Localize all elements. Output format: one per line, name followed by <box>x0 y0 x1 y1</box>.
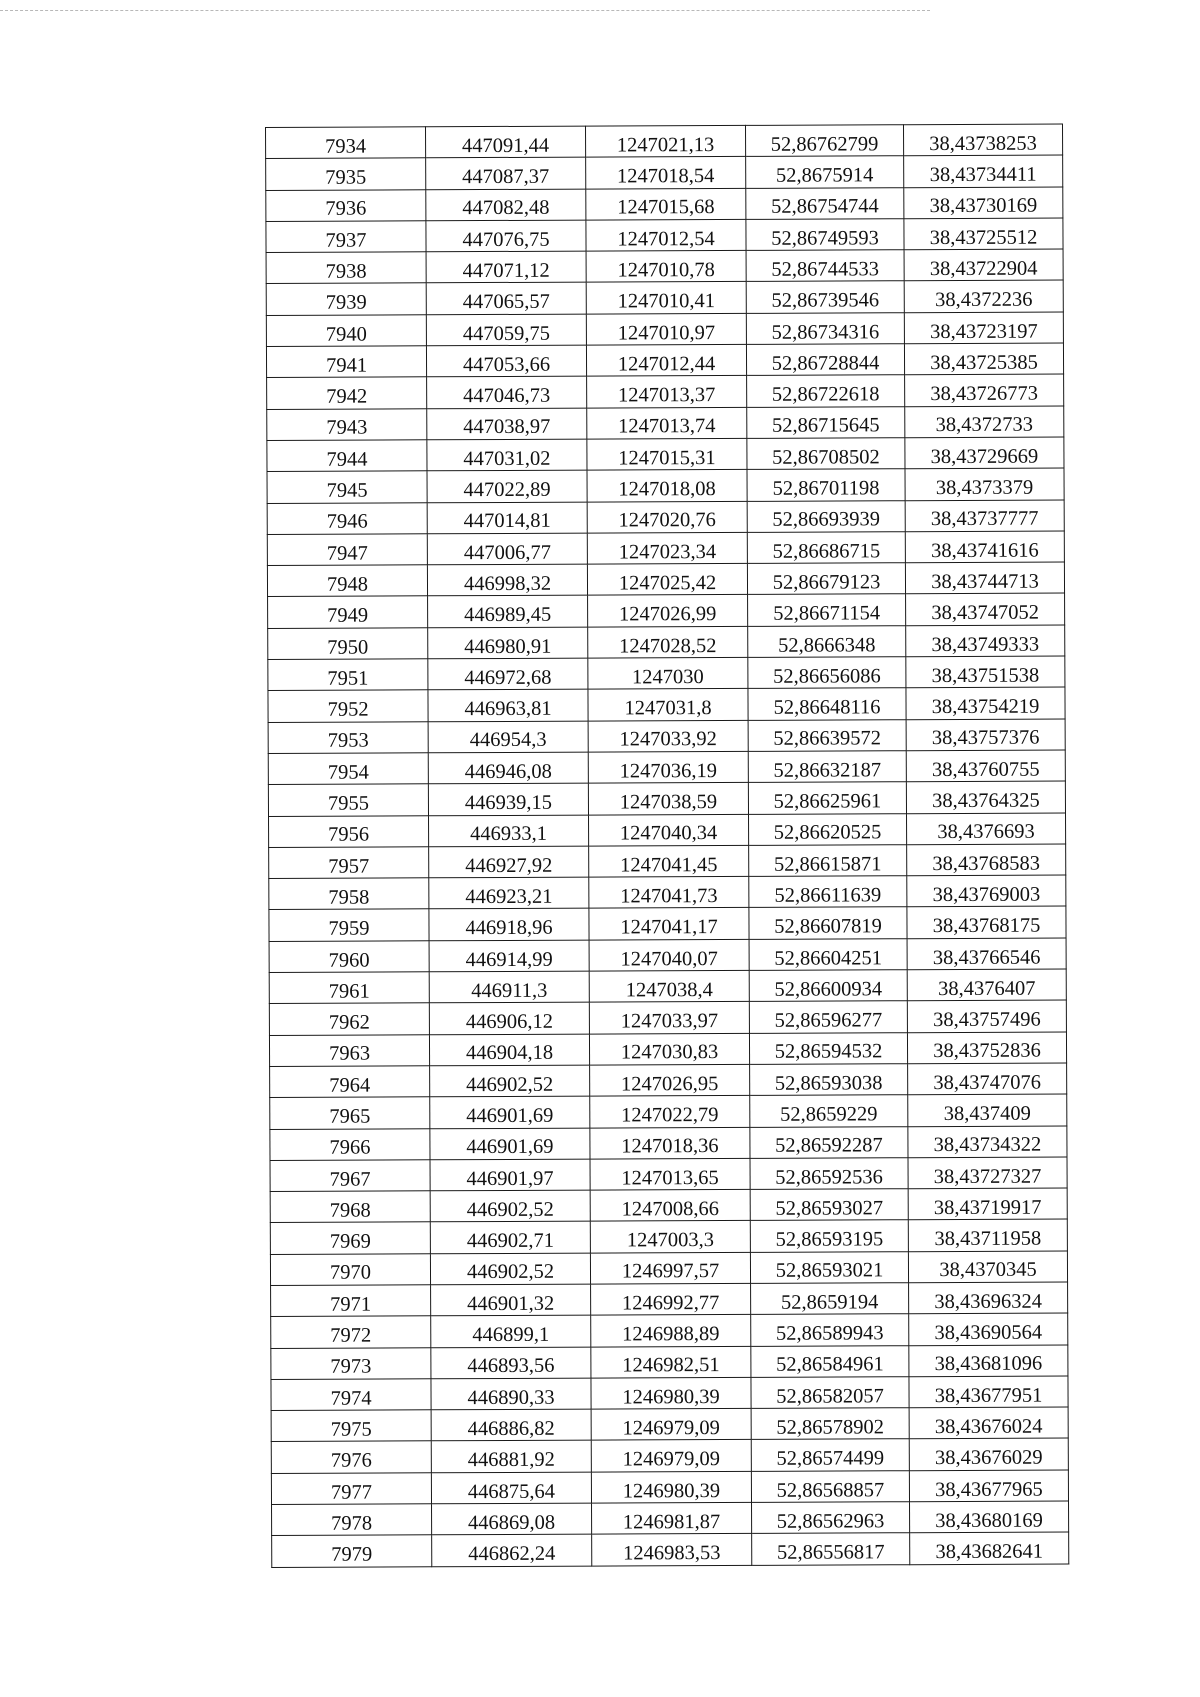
table-row <box>268 781 1065 816</box>
latitude-cell: 52,86593027 <box>750 1189 908 1221</box>
latitude-cell: 52,86600934 <box>749 970 907 1002</box>
point-number-cell: 7962 <box>269 1003 429 1035</box>
point-number-cell: 7940 <box>266 315 426 347</box>
table-row <box>271 1313 1068 1348</box>
latitude-cell: 52,86632187 <box>748 751 906 783</box>
point-number-cell: 7934 <box>266 127 426 159</box>
y-coordinate-cell: 1247021,13 <box>585 125 745 157</box>
point-number-cell: 7957 <box>269 847 429 879</box>
x-coordinate-cell: 447087,37 <box>426 157 586 189</box>
table-row <box>269 1000 1066 1035</box>
latitude-cell: 52,86671154 <box>748 594 906 626</box>
coordinates-table <box>265 124 1069 1568</box>
y-coordinate-cell: 1247040,34 <box>589 814 749 846</box>
latitude-cell: 52,86693939 <box>747 500 905 532</box>
latitude-cell: 52,86596277 <box>749 1001 907 1033</box>
longitude-cell: 38,43747052 <box>906 593 1065 625</box>
latitude-cell: 52,86722618 <box>747 375 905 407</box>
latitude-cell: 52,86615871 <box>749 845 907 877</box>
latitude-cell: 52,86592536 <box>750 1158 908 1190</box>
x-coordinate-cell: 446902,71 <box>430 1221 590 1253</box>
latitude-cell: 52,86607819 <box>749 907 907 939</box>
y-coordinate-cell: 1246982,51 <box>591 1346 751 1378</box>
longitude-cell: 38,4370345 <box>908 1251 1067 1283</box>
table-row <box>271 1376 1068 1411</box>
latitude-cell: 52,86625961 <box>748 782 906 814</box>
latitude-cell: 52,8675914 <box>746 156 904 188</box>
point-number-cell: 7935 <box>266 158 426 190</box>
point-number-cell: 7944 <box>267 440 427 472</box>
point-number-cell: 7958 <box>269 878 429 910</box>
x-coordinate-cell: 446901,32 <box>431 1284 591 1316</box>
table-row <box>266 249 1063 284</box>
x-coordinate-cell: 446902,52 <box>430 1253 590 1285</box>
longitude-cell: 38,43768583 <box>907 844 1066 876</box>
point-number-cell: 7941 <box>266 346 426 378</box>
table-row <box>271 1438 1068 1473</box>
table-row <box>271 1470 1068 1505</box>
x-coordinate-cell: 447091,44 <box>426 126 586 158</box>
point-number-cell: 7954 <box>268 753 428 785</box>
table-row <box>266 312 1063 347</box>
y-coordinate-cell: 1246981,87 <box>592 1502 752 1534</box>
longitude-cell: 38,43738253 <box>903 124 1062 156</box>
table-row <box>270 1063 1067 1098</box>
longitude-cell: 38,437409 <box>908 1094 1067 1126</box>
longitude-cell: 38,43725512 <box>904 218 1063 250</box>
x-coordinate-cell: 447059,75 <box>426 314 586 346</box>
y-coordinate-cell: 1246979,09 <box>591 1440 751 1472</box>
longitude-cell: 38,43752836 <box>907 1032 1066 1064</box>
x-coordinate-cell: 447082,48 <box>426 189 586 221</box>
latitude-cell: 52,8666348 <box>748 625 906 657</box>
point-number-cell: 7937 <box>266 221 426 253</box>
latitude-cell: 52,86728844 <box>746 344 904 376</box>
y-coordinate-cell: 1247025,42 <box>587 564 747 596</box>
longitude-cell: 38,43677951 <box>909 1376 1068 1408</box>
table-row <box>266 218 1063 253</box>
x-coordinate-cell: 446901,69 <box>430 1096 590 1128</box>
x-coordinate-cell: 446933,1 <box>429 815 589 847</box>
latitude-cell: 52,86556817 <box>752 1533 910 1565</box>
table-row <box>270 1219 1067 1254</box>
longitude-cell: 38,4373379 <box>905 468 1064 500</box>
table-row <box>271 1282 1068 1317</box>
point-number-cell: 7970 <box>270 1253 430 1285</box>
y-coordinate-cell: 1247013,74 <box>587 407 747 439</box>
latitude-cell: 52,86593195 <box>750 1220 908 1252</box>
longitude-cell: 38,43676024 <box>909 1407 1068 1439</box>
point-number-cell: 7972 <box>271 1316 431 1348</box>
x-coordinate-cell: 447046,73 <box>427 376 587 408</box>
y-coordinate-cell: 1247015,68 <box>586 188 746 220</box>
y-coordinate-cell: 1247012,54 <box>586 219 746 251</box>
x-coordinate-cell: 446875,64 <box>431 1472 591 1504</box>
latitude-cell: 52,86620525 <box>749 813 907 845</box>
table-row <box>270 1094 1067 1129</box>
latitude-cell: 52,86592287 <box>750 1126 908 1158</box>
point-number-cell: 7946 <box>267 502 427 534</box>
point-number-cell: 7945 <box>267 471 427 503</box>
latitude-cell: 52,86701198 <box>747 469 905 501</box>
x-coordinate-cell: 446946,08 <box>428 752 588 784</box>
latitude-cell: 52,86639572 <box>748 719 906 751</box>
x-coordinate-cell: 446911,3 <box>429 971 589 1003</box>
longitude-cell: 38,4372236 <box>904 281 1063 313</box>
longitude-cell: 38,43690564 <box>909 1313 1068 1345</box>
x-coordinate-cell: 446904,18 <box>429 1034 589 1066</box>
y-coordinate-cell: 1247013,37 <box>587 376 747 408</box>
x-coordinate-cell: 446906,12 <box>429 1002 589 1034</box>
latitude-cell: 52,86656086 <box>748 657 906 689</box>
table-row <box>268 656 1065 691</box>
longitude-cell: 38,43719917 <box>908 1188 1067 1220</box>
latitude-cell: 52,86582057 <box>751 1377 909 1409</box>
point-number-cell: 7965 <box>270 1097 430 1129</box>
table-row <box>268 750 1065 785</box>
latitude-cell: 52,86604251 <box>749 938 907 970</box>
latitude-cell: 52,86754744 <box>746 187 904 219</box>
latitude-cell: 52,86593021 <box>750 1251 908 1283</box>
point-number-cell: 7971 <box>271 1285 431 1317</box>
y-coordinate-cell: 1247018,08 <box>587 470 747 502</box>
latitude-cell: 52,86708502 <box>747 438 905 470</box>
page-top-line <box>0 10 930 11</box>
y-coordinate-cell: 1247026,95 <box>590 1064 750 1096</box>
x-coordinate-cell: 446972,68 <box>428 658 588 690</box>
latitude-cell: 52,86762799 <box>745 125 903 157</box>
y-coordinate-cell: 1247018,54 <box>586 157 746 189</box>
point-number-cell: 7939 <box>266 283 426 315</box>
x-coordinate-cell: 446886,82 <box>431 1409 591 1441</box>
y-coordinate-cell: 1247013,65 <box>590 1158 750 1190</box>
y-coordinate-cell: 1246983,53 <box>592 1534 752 1566</box>
x-coordinate-cell: 446862,24 <box>432 1534 592 1566</box>
latitude-cell: 52,86686715 <box>747 532 905 564</box>
point-number-cell: 7947 <box>267 534 427 566</box>
point-number-cell: 7955 <box>268 784 428 816</box>
longitude-cell: 38,43769003 <box>907 875 1066 907</box>
x-coordinate-cell: 446954,3 <box>428 721 588 753</box>
y-coordinate-cell: 1246979,09 <box>591 1409 751 1441</box>
point-number-cell: 7963 <box>269 1034 429 1066</box>
point-number-cell: 7961 <box>269 972 429 1004</box>
longitude-cell: 38,43722904 <box>904 249 1063 281</box>
table-row <box>271 1345 1068 1380</box>
y-coordinate-cell: 1247018,36 <box>590 1127 750 1159</box>
x-coordinate-cell: 446899,1 <box>431 1315 591 1347</box>
y-coordinate-cell: 1247023,34 <box>587 532 747 564</box>
point-number-cell: 7973 <box>271 1347 431 1379</box>
longitude-cell: 38,43729669 <box>905 437 1064 469</box>
table-row <box>267 500 1064 535</box>
y-coordinate-cell: 1247033,97 <box>589 1002 749 1034</box>
x-coordinate-cell: 446939,15 <box>428 783 588 815</box>
longitude-cell: 38,43725385 <box>904 343 1063 375</box>
coordinates-table-body <box>266 124 1069 1567</box>
y-coordinate-cell: 1247010,97 <box>586 313 746 345</box>
point-number-cell: 7977 <box>271 1473 431 1505</box>
latitude-cell: 52,86562963 <box>752 1502 910 1534</box>
table-row <box>266 281 1063 316</box>
table-row <box>267 406 1064 441</box>
longitude-cell: 38,43757376 <box>906 719 1065 751</box>
latitude-cell: 52,86593038 <box>750 1064 908 1096</box>
table-row <box>266 124 1063 159</box>
x-coordinate-cell: 447022,89 <box>427 470 587 502</box>
point-number-cell: 7960 <box>269 941 429 973</box>
table-row <box>272 1532 1069 1567</box>
y-coordinate-cell: 1247041,73 <box>589 877 749 909</box>
point-number-cell: 7978 <box>272 1504 432 1536</box>
point-number-cell: 7969 <box>270 1222 430 1254</box>
x-coordinate-cell: 446869,08 <box>432 1503 592 1535</box>
longitude-cell: 38,43727327 <box>908 1157 1067 1189</box>
table-row <box>269 844 1066 879</box>
latitude-cell: 52,86589943 <box>751 1314 909 1346</box>
latitude-cell: 52,86739546 <box>746 281 904 313</box>
y-coordinate-cell: 1246988,89 <box>591 1315 751 1347</box>
table-row <box>270 1188 1067 1223</box>
y-coordinate-cell: 1247041,45 <box>589 845 749 877</box>
point-number-cell: 7968 <box>270 1191 430 1223</box>
longitude-cell: 38,43734411 <box>904 155 1063 187</box>
point-number-cell: 7956 <box>269 815 429 847</box>
table-row <box>269 875 1066 910</box>
x-coordinate-cell: 446902,52 <box>430 1190 590 1222</box>
latitude-cell: 52,86648116 <box>748 688 906 720</box>
y-coordinate-cell: 1246980,39 <box>591 1471 751 1503</box>
longitude-cell: 38,43757496 <box>907 1000 1066 1032</box>
longitude-cell: 38,43730169 <box>904 187 1063 219</box>
y-coordinate-cell: 1247010,78 <box>586 251 746 283</box>
longitude-cell: 38,43766546 <box>907 938 1066 970</box>
point-number-cell: 7942 <box>267 377 427 409</box>
longitude-cell: 38,43747076 <box>908 1063 1067 1095</box>
table-row <box>269 1032 1066 1067</box>
longitude-cell: 38,4376407 <box>907 969 1066 1001</box>
longitude-cell: 38,43741616 <box>905 531 1064 563</box>
y-coordinate-cell: 1247033,92 <box>588 720 748 752</box>
longitude-cell: 38,43680169 <box>910 1501 1069 1533</box>
x-coordinate-cell: 447065,57 <box>426 283 586 315</box>
table-row <box>268 687 1065 722</box>
table-row <box>270 1251 1067 1286</box>
table-row <box>266 155 1063 190</box>
point-number-cell: 7959 <box>269 909 429 941</box>
x-coordinate-cell: 446901,97 <box>430 1159 590 1191</box>
longitude-cell: 38,43764325 <box>906 781 1065 813</box>
table-row <box>266 187 1063 222</box>
longitude-cell: 38,43677965 <box>909 1470 1068 1502</box>
longitude-cell: 38,43751538 <box>906 656 1065 688</box>
latitude-cell: 52,8659229 <box>750 1095 908 1127</box>
x-coordinate-cell: 447038,97 <box>427 408 587 440</box>
latitude-cell: 52,86715645 <box>747 406 905 438</box>
longitude-cell: 38,4372733 <box>905 406 1064 438</box>
y-coordinate-cell: 1247038,4 <box>589 970 749 1002</box>
table-row <box>269 906 1066 941</box>
longitude-cell: 38,4376693 <box>907 813 1066 845</box>
point-number-cell: 7976 <box>271 1441 431 1473</box>
x-coordinate-cell: 447006,77 <box>427 533 587 565</box>
table-row <box>267 531 1064 566</box>
latitude-cell: 52,86734316 <box>746 312 904 344</box>
longitude-cell: 38,43749333 <box>906 625 1065 657</box>
longitude-cell: 38,43734322 <box>908 1126 1067 1158</box>
latitude-cell: 52,86749593 <box>746 219 904 251</box>
longitude-cell: 38,43754219 <box>906 687 1065 719</box>
longitude-cell: 38,43768175 <box>907 906 1066 938</box>
longitude-cell: 38,43681096 <box>909 1345 1068 1377</box>
y-coordinate-cell: 1247003,3 <box>590 1221 750 1253</box>
point-number-cell: 7975 <box>271 1410 431 1442</box>
point-number-cell: 7967 <box>270 1160 430 1192</box>
table-row <box>269 813 1066 848</box>
y-coordinate-cell: 1247028,52 <box>588 626 748 658</box>
y-coordinate-cell: 1247038,59 <box>588 783 748 815</box>
x-coordinate-cell: 446927,92 <box>429 846 589 878</box>
latitude-cell: 52,8659194 <box>751 1283 909 1315</box>
x-coordinate-cell: 446902,52 <box>430 1065 590 1097</box>
table-row <box>268 625 1065 660</box>
point-number-cell: 7950 <box>268 628 428 660</box>
y-coordinate-cell: 1247015,31 <box>587 438 747 470</box>
point-number-cell: 7949 <box>268 596 428 628</box>
x-coordinate-cell: 446890,33 <box>431 1378 591 1410</box>
point-number-cell: 7966 <box>270 1128 430 1160</box>
x-coordinate-cell: 446914,99 <box>429 940 589 972</box>
table-row <box>266 343 1063 378</box>
table-row <box>271 1407 1068 1442</box>
x-coordinate-cell: 446989,45 <box>428 596 588 628</box>
longitude-cell: 38,43676029 <box>909 1438 1068 1470</box>
x-coordinate-cell: 446923,21 <box>429 877 589 909</box>
point-number-cell: 7964 <box>270 1066 430 1098</box>
latitude-cell: 52,86744533 <box>746 250 904 282</box>
y-coordinate-cell: 1247026,99 <box>588 595 748 627</box>
x-coordinate-cell: 446893,56 <box>431 1347 591 1379</box>
x-coordinate-cell: 447076,75 <box>426 220 586 252</box>
point-number-cell: 7943 <box>267 408 427 440</box>
table-row <box>270 1126 1067 1161</box>
table-row <box>272 1501 1069 1536</box>
point-number-cell: 7974 <box>271 1379 431 1411</box>
y-coordinate-cell: 1247020,76 <box>587 501 747 533</box>
longitude-cell: 38,43711958 <box>908 1219 1067 1251</box>
table-row <box>270 1157 1067 1192</box>
table-row <box>267 437 1064 472</box>
table-row <box>267 374 1064 409</box>
latitude-cell: 52,86611639 <box>749 876 907 908</box>
latitude-cell: 52,86568857 <box>751 1470 909 1502</box>
longitude-cell: 38,43744713 <box>905 562 1064 594</box>
point-number-cell: 7948 <box>267 565 427 597</box>
point-number-cell: 7951 <box>268 659 428 691</box>
longitude-cell: 38,43723197 <box>904 312 1063 344</box>
point-number-cell: 7936 <box>266 189 426 221</box>
x-coordinate-cell: 447071,12 <box>426 251 586 283</box>
y-coordinate-cell: 1246980,39 <box>591 1377 751 1409</box>
latitude-cell: 52,86584961 <box>751 1345 909 1377</box>
latitude-cell: 52,86574499 <box>751 1439 909 1471</box>
table-row <box>267 562 1064 597</box>
y-coordinate-cell: 1247022,79 <box>590 1096 750 1128</box>
longitude-cell: 38,43737777 <box>905 500 1064 532</box>
longitude-cell: 38,43682641 <box>910 1532 1069 1564</box>
table-row <box>268 719 1065 754</box>
y-coordinate-cell: 1246992,77 <box>591 1283 751 1315</box>
table-row <box>267 468 1064 503</box>
x-coordinate-cell: 446881,92 <box>431 1441 591 1473</box>
x-coordinate-cell: 447031,02 <box>427 439 587 471</box>
longitude-cell: 38,43696324 <box>909 1282 1068 1314</box>
y-coordinate-cell: 1247041,17 <box>589 908 749 940</box>
x-coordinate-cell: 447053,66 <box>426 345 586 377</box>
point-number-cell: 7938 <box>266 252 426 284</box>
x-coordinate-cell: 446980,91 <box>428 627 588 659</box>
x-coordinate-cell: 446901,69 <box>430 1128 590 1160</box>
y-coordinate-cell: 1246997,57 <box>590 1252 750 1284</box>
y-coordinate-cell: 1247012,44 <box>586 344 746 376</box>
table-row <box>269 969 1066 1004</box>
y-coordinate-cell: 1247040,07 <box>589 939 749 971</box>
y-coordinate-cell: 1247030,83 <box>589 1033 749 1065</box>
point-number-cell: 7953 <box>268 721 428 753</box>
y-coordinate-cell: 1247010,41 <box>586 282 746 314</box>
x-coordinate-cell: 446963,81 <box>428 689 588 721</box>
table-row <box>268 593 1065 628</box>
longitude-cell: 38,43760755 <box>906 750 1065 782</box>
latitude-cell: 52,86594532 <box>749 1032 907 1064</box>
point-number-cell: 7979 <box>272 1535 432 1567</box>
latitude-cell: 52,86679123 <box>747 563 905 595</box>
y-coordinate-cell: 1247008,66 <box>590 1189 750 1221</box>
x-coordinate-cell: 446998,32 <box>427 564 587 596</box>
table-row <box>269 938 1066 973</box>
longitude-cell: 38,43726773 <box>905 374 1064 406</box>
y-coordinate-cell: 1247030 <box>588 657 748 689</box>
y-coordinate-cell: 1247036,19 <box>588 751 748 783</box>
point-number-cell: 7952 <box>268 690 428 722</box>
x-coordinate-cell: 446918,96 <box>429 909 589 941</box>
latitude-cell: 52,86578902 <box>751 1408 909 1440</box>
y-coordinate-cell: 1247031,8 <box>588 689 748 721</box>
x-coordinate-cell: 447014,81 <box>427 502 587 534</box>
